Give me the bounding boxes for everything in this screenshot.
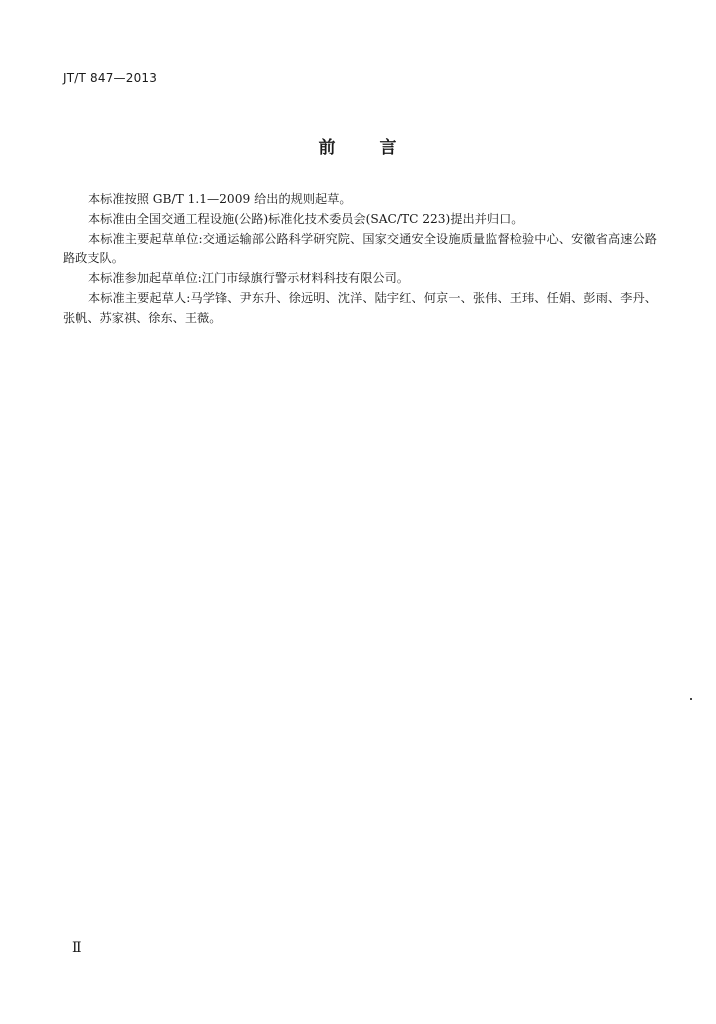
standard-code: JT/T 847—2013	[63, 71, 158, 85]
page-number: Ⅱ	[72, 940, 82, 956]
page-title: 前 言	[318, 138, 398, 158]
paragraph-main-drafting-units: 本标准主要起草单位:交通运输部公路科学研究院、国家交通安全设施质量监督检验中心、安徽省高速公路路政支队。	[63, 231, 657, 266]
paragraph-proposer: 本标准由全国交通工程设施(公路)标准化技术委员会(SAC/TC 223)提出并归口。	[88, 211, 524, 226]
paragraph-participating-units: 本标准参加起草单位:江门市绿旗行警示材料科技有限公司。	[88, 271, 409, 286]
paragraph-drafting-rules: 本标准按照 GB/T 1.1—2009 给出的规则起草。	[88, 192, 352, 206]
foreword-body	[63, 190, 657, 329]
scan-speck	[690, 698, 692, 700]
paragraph-main-drafters: 本标准主要起草人:马学锋、尹东升、徐远明、沈洋、陆宇红、何京一、张伟、王玮、任娟、彭雨、李丹、张帆、苏家祺、徐东、王薇。	[63, 290, 657, 325]
